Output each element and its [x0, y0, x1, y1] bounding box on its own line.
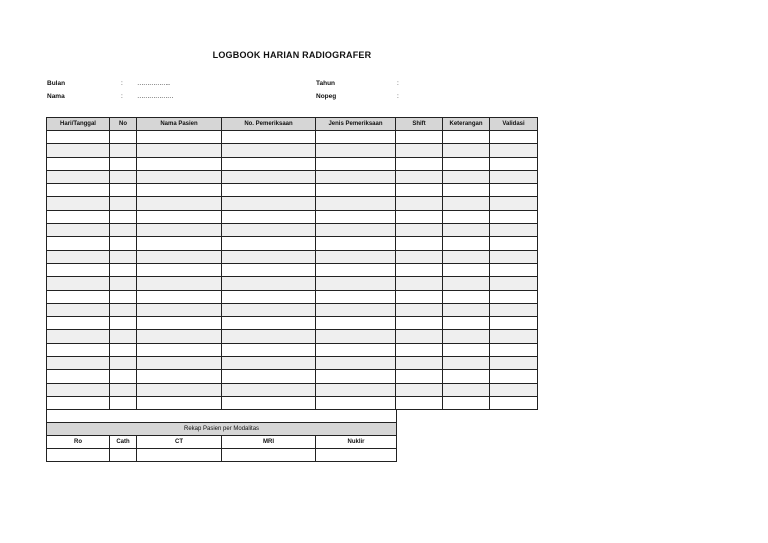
cell-validasi[interactable]	[490, 317, 538, 330]
cell-nama-pasien[interactable]	[137, 277, 222, 290]
cell-keterangan[interactable]	[443, 396, 490, 409]
cell-validasi[interactable]	[490, 157, 538, 170]
table-row	[47, 157, 538, 170]
cell-shift[interactable]	[396, 290, 443, 303]
cell-nama-pasien[interactable]	[137, 224, 222, 237]
cell-keterangan[interactable]	[443, 370, 490, 383]
cell-keterangan[interactable]	[443, 184, 490, 197]
cell-no-pemeriksaan[interactable]	[222, 330, 316, 343]
cell-shift[interactable]	[396, 396, 443, 409]
nama-colon: :	[121, 93, 123, 100]
cell-keterangan[interactable]	[443, 330, 490, 343]
cell-hari-tanggal[interactable]	[47, 290, 110, 303]
cell-hari-tanggal[interactable]	[47, 330, 110, 343]
cell-keterangan[interactable]	[443, 343, 490, 356]
cell-no-pemeriksaan[interactable]	[222, 157, 316, 170]
cell-jenis-pemeriksaan[interactable]	[316, 303, 396, 316]
cell-validasi[interactable]	[490, 263, 538, 276]
nopeg-colon: :	[397, 93, 399, 100]
cell-keterangan[interactable]	[443, 210, 490, 223]
cell-keterangan[interactable]	[443, 170, 490, 183]
cell-hari-tanggal[interactable]	[47, 170, 110, 183]
cell-validasi[interactable]	[490, 370, 538, 383]
col-header-no: No	[110, 118, 137, 131]
cell-no[interactable]	[110, 197, 137, 210]
cell-no[interactable]	[110, 210, 137, 223]
rekap-value-ro[interactable]	[47, 449, 110, 462]
cell-keterangan[interactable]	[443, 224, 490, 237]
cell-keterangan[interactable]	[443, 290, 490, 303]
cell-validasi[interactable]	[490, 303, 538, 316]
cell-keterangan[interactable]	[443, 277, 490, 290]
cell-validasi[interactable]	[490, 357, 538, 370]
rekap-value-row	[47, 449, 397, 462]
cell-no-pemeriksaan[interactable]	[222, 224, 316, 237]
cell-validasi[interactable]	[490, 383, 538, 396]
cell-no-pemeriksaan[interactable]	[222, 303, 316, 316]
cell-validasi[interactable]	[490, 170, 538, 183]
table-row	[47, 224, 538, 237]
cell-hari-tanggal[interactable]	[47, 210, 110, 223]
cell-hari-tanggal[interactable]	[47, 144, 110, 157]
cell-no[interactable]	[110, 303, 137, 316]
cell-hari-tanggal[interactable]	[47, 224, 110, 237]
rekap-header-ct: CT	[137, 436, 222, 449]
cell-no-pemeriksaan[interactable]	[222, 357, 316, 370]
cell-no-pemeriksaan[interactable]	[222, 290, 316, 303]
cell-hari-tanggal[interactable]	[47, 357, 110, 370]
cell-hari-tanggal[interactable]	[47, 277, 110, 290]
cell-shift[interactable]	[396, 144, 443, 157]
table-row	[47, 144, 538, 157]
table-row	[47, 131, 538, 144]
cell-keterangan[interactable]	[443, 197, 490, 210]
table-row	[47, 370, 538, 383]
table-row	[47, 383, 538, 396]
rekap-header-nuklir: Nuklir	[316, 436, 397, 449]
cell-no-pemeriksaan[interactable]	[222, 237, 316, 250]
cell-validasi[interactable]	[490, 290, 538, 303]
col-header-nama-pasien: Nama Pasien	[137, 118, 222, 131]
table-row	[47, 396, 538, 409]
cell-shift[interactable]	[396, 250, 443, 263]
cell-no-pemeriksaan[interactable]	[222, 277, 316, 290]
cell-nama-pasien[interactable]	[137, 131, 222, 144]
cell-no-pemeriksaan[interactable]	[222, 370, 316, 383]
cell-jenis-pemeriksaan[interactable]	[316, 263, 396, 276]
cell-hari-tanggal[interactable]	[47, 250, 110, 263]
cell-no[interactable]	[110, 290, 137, 303]
cell-shift[interactable]	[396, 224, 443, 237]
col-header-keterangan: Keterangan	[443, 118, 490, 131]
cell-shift[interactable]	[396, 131, 443, 144]
col-header-hari-tanggal: Hari/Tanggal	[47, 118, 110, 131]
tahun-colon: :	[397, 80, 399, 87]
cell-no[interactable]	[110, 250, 137, 263]
cell-nama-pasien[interactable]	[137, 197, 222, 210]
cell-validasi[interactable]	[490, 330, 538, 343]
cell-shift[interactable]	[396, 383, 443, 396]
cell-hari-tanggal[interactable]	[47, 157, 110, 170]
cell-jenis-pemeriksaan[interactable]	[316, 343, 396, 356]
cell-no-pemeriksaan[interactable]	[222, 263, 316, 276]
cell-no[interactable]	[110, 224, 137, 237]
cell-nama-pasien[interactable]	[137, 396, 222, 409]
table-row	[47, 357, 538, 370]
cell-jenis-pemeriksaan[interactable]	[316, 370, 396, 383]
cell-jenis-pemeriksaan[interactable]	[316, 277, 396, 290]
col-header-jenis-pemeriksaan: Jenis Pemeriksaan	[316, 118, 396, 131]
rekap-value-nuklir[interactable]	[316, 449, 397, 462]
rekap-header-ro: Ro	[47, 436, 110, 449]
cell-shift[interactable]	[396, 197, 443, 210]
cell-validasi[interactable]	[490, 197, 538, 210]
cell-nama-pasien[interactable]	[137, 357, 222, 370]
cell-shift[interactable]	[396, 317, 443, 330]
cell-validasi[interactable]	[490, 277, 538, 290]
cell-validasi[interactable]	[490, 250, 538, 263]
rekap-header-row	[47, 436, 397, 449]
cell-no-pemeriksaan[interactable]	[222, 144, 316, 157]
cell-no[interactable]	[110, 383, 137, 396]
cell-validasi[interactable]	[490, 237, 538, 250]
cell-no[interactable]	[110, 131, 137, 144]
cell-validasi[interactable]	[490, 210, 538, 223]
cell-no[interactable]	[110, 144, 137, 157]
table-row	[47, 317, 538, 330]
cell-nama-pasien[interactable]	[137, 184, 222, 197]
cell-jenis-pemeriksaan[interactable]	[316, 357, 396, 370]
cell-no-pemeriksaan[interactable]	[222, 184, 316, 197]
cell-no[interactable]	[110, 330, 137, 343]
cell-keterangan[interactable]	[443, 357, 490, 370]
bulan-label: Bulan	[47, 80, 66, 87]
bulan-value[interactable]: ……………..	[137, 80, 170, 87]
rekap-value-cath[interactable]	[110, 449, 137, 462]
cell-no-pemeriksaan[interactable]	[222, 383, 316, 396]
cell-jenis-pemeriksaan[interactable]	[316, 330, 396, 343]
cell-jenis-pemeriksaan[interactable]	[316, 184, 396, 197]
cell-keterangan[interactable]	[443, 317, 490, 330]
cell-nama-pasien[interactable]	[137, 383, 222, 396]
cell-jenis-pemeriksaan[interactable]	[316, 396, 396, 409]
cell-jenis-pemeriksaan[interactable]	[316, 144, 396, 157]
cell-nama-pasien[interactable]	[137, 210, 222, 223]
cell-hari-tanggal[interactable]	[47, 131, 110, 144]
nama-value[interactable]: ………………	[137, 93, 173, 100]
cell-keterangan[interactable]	[443, 237, 490, 250]
cell-hari-tanggal[interactable]	[47, 184, 110, 197]
table-header-row	[47, 118, 538, 131]
cell-hari-tanggal[interactable]	[47, 396, 110, 409]
cell-validasi[interactable]	[490, 184, 538, 197]
cell-no-pemeriksaan[interactable]	[222, 343, 316, 356]
cell-nama-pasien[interactable]	[137, 263, 222, 276]
page-title: LOGBOOK HARIAN RADIOGRAFER	[212, 50, 372, 60]
cell-validasi[interactable]	[490, 396, 538, 409]
cell-shift[interactable]	[396, 343, 443, 356]
table-row	[47, 263, 538, 276]
cell-jenis-pemeriksaan[interactable]	[316, 290, 396, 303]
cell-no-pemeriksaan[interactable]	[222, 197, 316, 210]
cell-nama-pasien[interactable]	[137, 330, 222, 343]
cell-keterangan[interactable]	[443, 250, 490, 263]
cell-keterangan[interactable]	[443, 131, 490, 144]
cell-shift[interactable]	[396, 303, 443, 316]
table-row	[47, 237, 538, 250]
cell-jenis-pemeriksaan[interactable]	[316, 170, 396, 183]
rekap-value-ct[interactable]	[137, 449, 222, 462]
cell-keterangan[interactable]	[443, 263, 490, 276]
cell-shift[interactable]	[396, 237, 443, 250]
cell-hari-tanggal[interactable]	[47, 303, 110, 316]
table-row	[47, 210, 538, 223]
cell-nama-pasien[interactable]	[137, 250, 222, 263]
table-row	[47, 330, 538, 343]
cell-nama-pasien[interactable]	[137, 144, 222, 157]
logbook-table	[46, 117, 538, 410]
cell-hari-tanggal[interactable]	[47, 383, 110, 396]
blank-cell[interactable]	[47, 410, 397, 423]
cell-no[interactable]	[110, 343, 137, 356]
cell-keterangan[interactable]	[443, 144, 490, 157]
table-row	[47, 303, 538, 316]
table-row	[47, 277, 538, 290]
cell-jenis-pemeriksaan[interactable]	[316, 131, 396, 144]
cell-jenis-pemeriksaan[interactable]	[316, 317, 396, 330]
cell-nama-pasien[interactable]	[137, 290, 222, 303]
blank-row	[47, 410, 397, 423]
bulan-colon: :	[121, 80, 123, 87]
cell-jenis-pemeriksaan[interactable]	[316, 383, 396, 396]
cell-no[interactable]	[110, 263, 137, 276]
cell-no-pemeriksaan[interactable]	[222, 170, 316, 183]
tahun-label: Tahun	[316, 80, 336, 87]
cell-hari-tanggal[interactable]	[47, 237, 110, 250]
cell-jenis-pemeriksaan[interactable]	[316, 197, 396, 210]
cell-no[interactable]	[110, 396, 137, 409]
rekap-title-row	[47, 423, 397, 436]
cell-no[interactable]	[110, 277, 137, 290]
cell-nama-pasien[interactable]	[137, 237, 222, 250]
cell-validasi[interactable]	[490, 144, 538, 157]
col-header-validasi: Validasi	[490, 118, 538, 131]
logbook-body	[47, 131, 538, 410]
cell-validasi[interactable]	[490, 343, 538, 356]
cell-validasi[interactable]	[490, 131, 538, 144]
cell-shift[interactable]	[396, 184, 443, 197]
cell-jenis-pemeriksaan[interactable]	[316, 250, 396, 263]
cell-nama-pasien[interactable]	[137, 370, 222, 383]
cell-jenis-pemeriksaan[interactable]	[316, 157, 396, 170]
cell-shift[interactable]	[396, 330, 443, 343]
cell-no-pemeriksaan[interactable]	[222, 250, 316, 263]
table-row	[47, 250, 538, 263]
cell-no[interactable]	[110, 170, 137, 183]
cell-hari-tanggal[interactable]	[47, 370, 110, 383]
cell-shift[interactable]	[396, 370, 443, 383]
rekap-title: Rekap Pasien per Modalitas	[47, 423, 397, 436]
cell-hari-tanggal[interactable]	[47, 343, 110, 356]
rekap-value-mri[interactable]	[222, 449, 316, 462]
cell-no[interactable]	[110, 237, 137, 250]
cell-no-pemeriksaan[interactable]	[222, 396, 316, 409]
table-row	[47, 170, 538, 183]
cell-keterangan[interactable]	[443, 157, 490, 170]
cell-no[interactable]	[110, 184, 137, 197]
cell-no[interactable]	[110, 157, 137, 170]
cell-no[interactable]	[110, 317, 137, 330]
nopeg-label: Nopeg	[316, 93, 337, 100]
cell-hari-tanggal[interactable]	[47, 263, 110, 276]
rekap-header-mri: MRI	[222, 436, 316, 449]
cell-keterangan[interactable]	[443, 383, 490, 396]
table-row	[47, 343, 538, 356]
cell-nama-pasien[interactable]	[137, 157, 222, 170]
cell-nama-pasien[interactable]	[137, 317, 222, 330]
cell-keterangan[interactable]	[443, 303, 490, 316]
cell-no-pemeriksaan[interactable]	[222, 210, 316, 223]
cell-nama-pasien[interactable]	[137, 303, 222, 316]
cell-no[interactable]	[110, 357, 137, 370]
cell-nama-pasien[interactable]	[137, 170, 222, 183]
rekap-header-cath: Cath	[110, 436, 137, 449]
cell-validasi[interactable]	[490, 224, 538, 237]
cell-no[interactable]	[110, 370, 137, 383]
cell-jenis-pemeriksaan[interactable]	[316, 210, 396, 223]
table-row	[47, 197, 538, 210]
cell-shift[interactable]	[396, 263, 443, 276]
cell-nama-pasien[interactable]	[137, 343, 222, 356]
cell-shift[interactable]	[396, 170, 443, 183]
cell-hari-tanggal[interactable]	[47, 197, 110, 210]
cell-shift[interactable]	[396, 277, 443, 290]
cell-no-pemeriksaan[interactable]	[222, 317, 316, 330]
col-header-no-pemeriksaan: No. Pemeriksaan	[222, 118, 316, 131]
rekap-table	[46, 409, 397, 462]
col-header-shift: Shift	[396, 118, 443, 131]
cell-hari-tanggal[interactable]	[47, 317, 110, 330]
cell-jenis-pemeriksaan[interactable]	[316, 224, 396, 237]
cell-shift[interactable]	[396, 157, 443, 170]
cell-shift[interactable]	[396, 210, 443, 223]
nama-label: Nama	[47, 93, 65, 100]
table-row	[47, 290, 538, 303]
cell-jenis-pemeriksaan[interactable]	[316, 237, 396, 250]
cell-shift[interactable]	[396, 357, 443, 370]
table-row	[47, 184, 538, 197]
cell-no-pemeriksaan[interactable]	[222, 131, 316, 144]
